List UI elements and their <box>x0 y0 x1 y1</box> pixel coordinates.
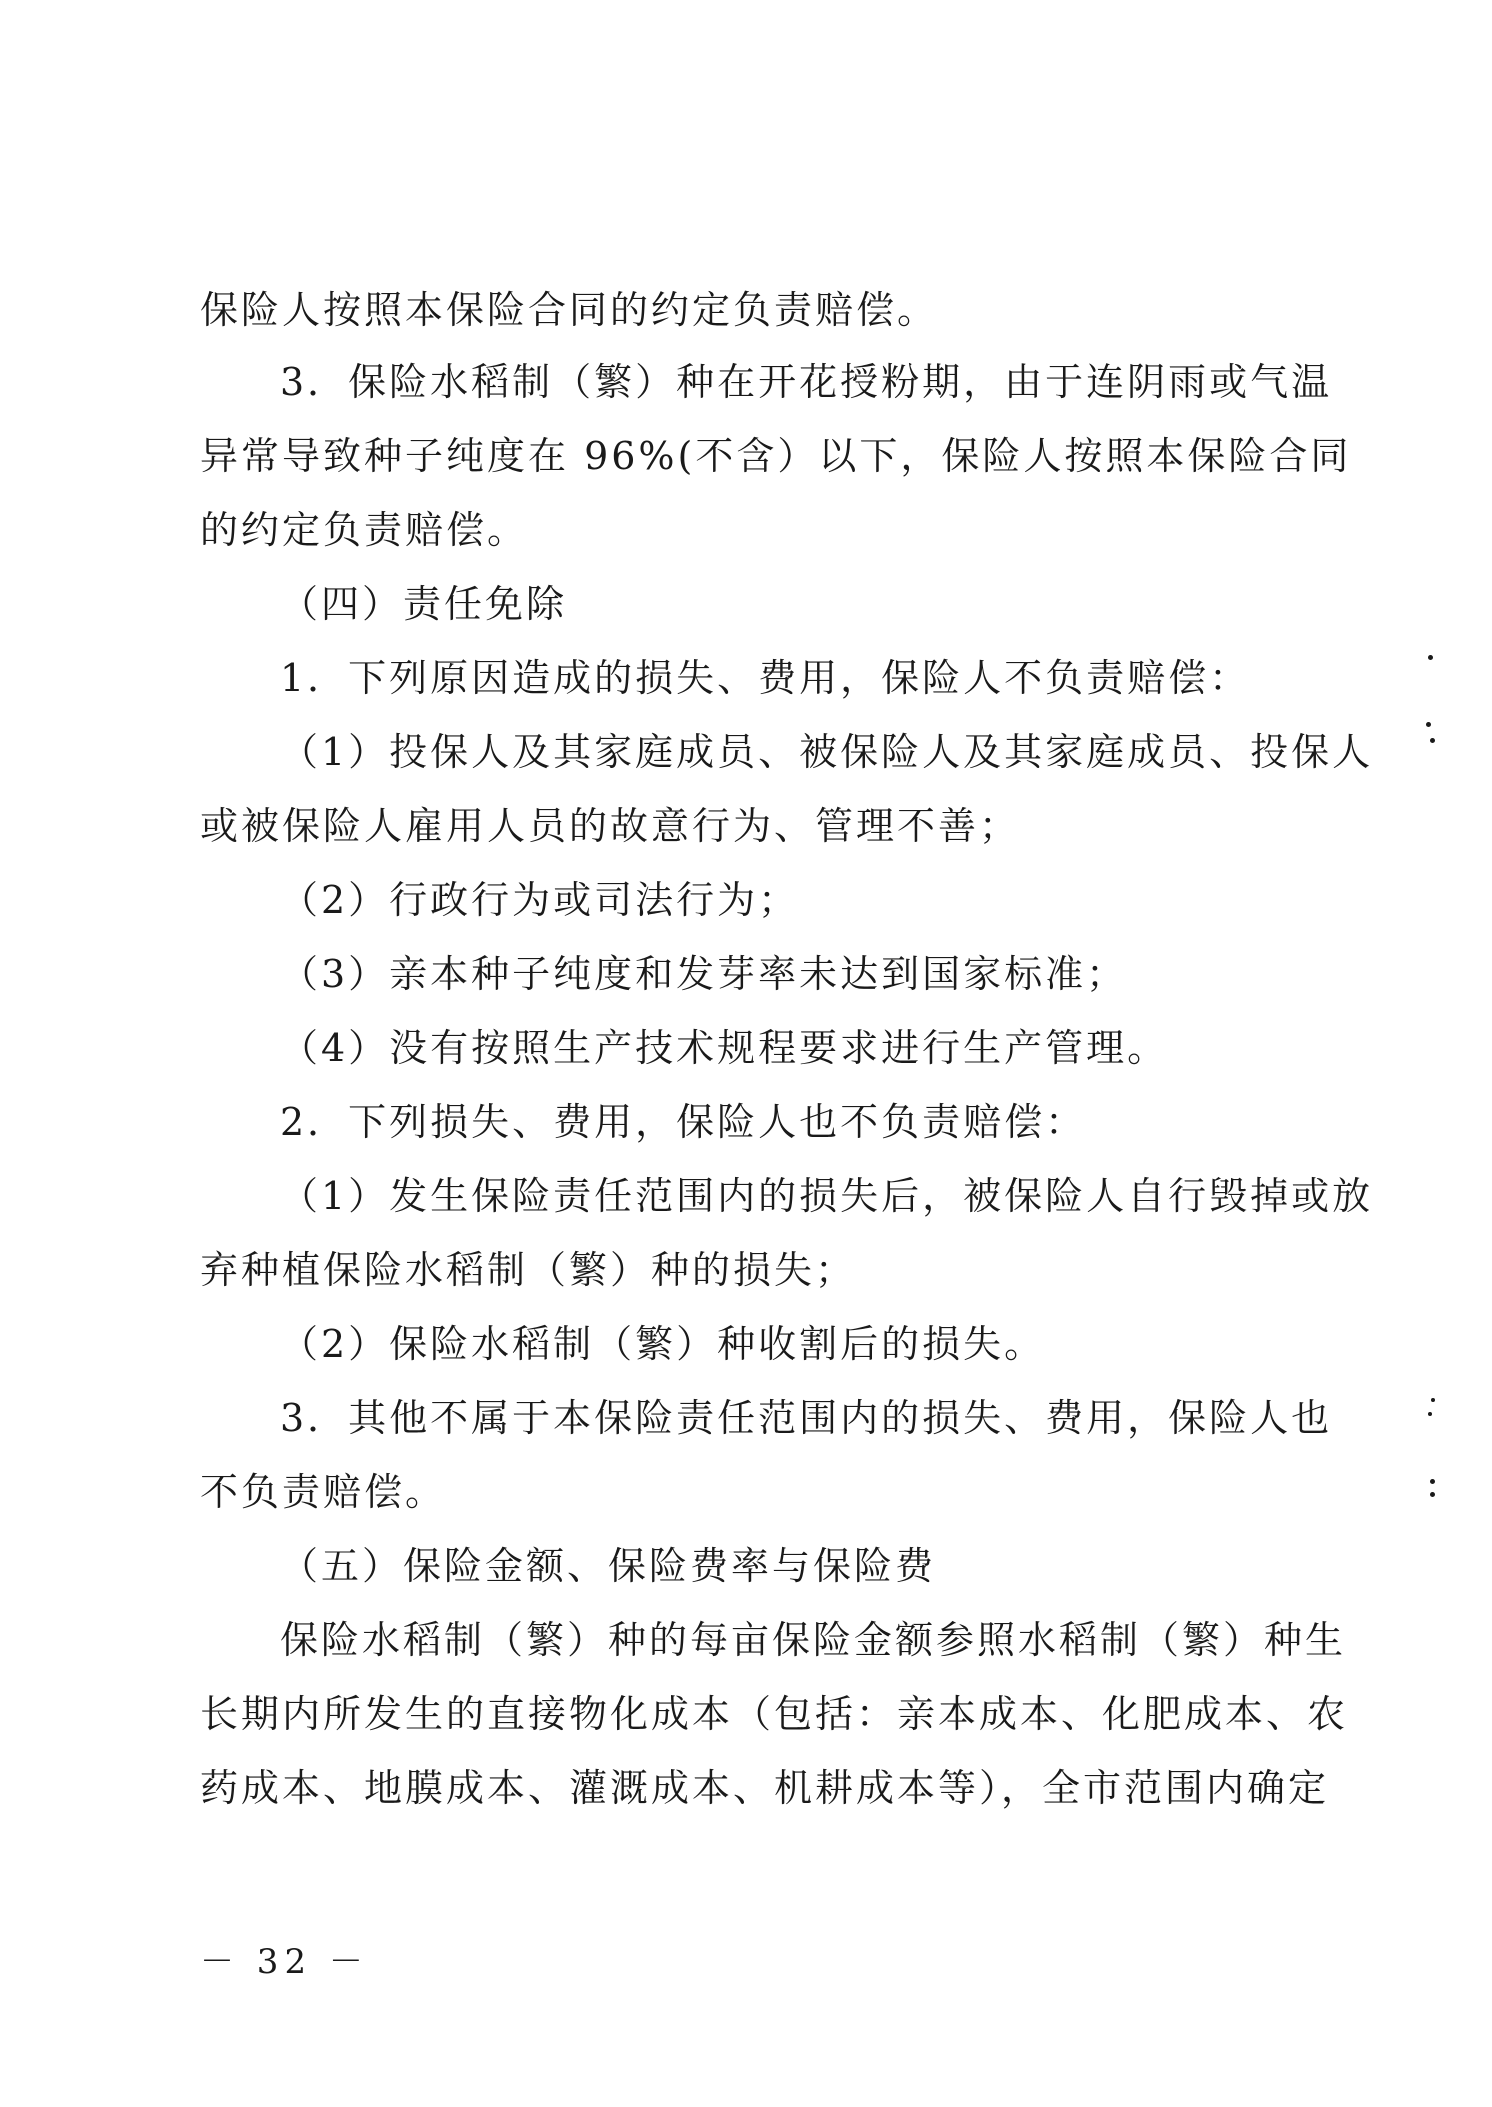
scan-speck <box>1430 1492 1435 1497</box>
body-line: 3．其他不属于本保险责任范围内的损失、费用，保险人也 <box>280 1396 1333 1440</box>
section-heading: （五）保险金额、保险费率与保险费 <box>280 1544 937 1588</box>
body-line: 异常导致种子纯度在 96%(不含）以下，保险人按照本保险合同 <box>200 434 1352 478</box>
scan-speck <box>1431 1398 1435 1402</box>
page-number: － 32 － <box>200 1942 369 1982</box>
scan-speck <box>1428 655 1433 660</box>
body-line: 或被保险人雇用人员的故意行为、管理不善； <box>200 804 1021 848</box>
body-line: 2．下列损失、费用，保险人也不负责赔偿： <box>280 1100 1087 1144</box>
body-line: 保险人按照本保险合同的约定负责赔偿。 <box>200 288 939 332</box>
section-heading: （四）责任免除 <box>280 582 568 626</box>
body-line: 保险水稻制（繁）种的每亩保险金额参照水稻制（繁）种生 <box>280 1618 1347 1662</box>
body-line: 不负责赔偿。 <box>200 1470 447 1514</box>
scan-speck <box>1428 1412 1432 1416</box>
body-line: 1．下列原因造成的损失、费用，保险人不负责赔偿： <box>280 656 1251 700</box>
body-line: （3）亲本种子纯度和发芽率未达到国家标准； <box>280 952 1128 996</box>
body-line: （2）行政行为或司法行为； <box>280 878 800 922</box>
body-line: 3．保险水稻制（繁）种在开花授粉期，由于连阴雨或气温 <box>280 360 1333 404</box>
body-line: （4）没有按照生产技术规程要求进行生产管理。 <box>280 1026 1169 1070</box>
body-line: （2）保险水稻制（繁）种收割后的损失。 <box>280 1322 1046 1366</box>
scan-speck <box>1430 1479 1435 1484</box>
scan-speck <box>1426 722 1431 727</box>
body-line: 的约定负责赔偿。 <box>200 508 529 552</box>
body-line: 弃种植保险水稻制（繁）种的损失； <box>200 1248 857 1292</box>
body-line: 药成本、地膜成本、灌溉成本、机耕成本等），全市范围内确定 <box>200 1766 1330 1810</box>
body-line: （1）投保人及其家庭成员、被保险人及其家庭成员、投保人 <box>280 730 1374 774</box>
body-line: （1）发生保险责任范围内的损失后，被保险人自行毁掉或放 <box>280 1174 1374 1218</box>
scan-speck <box>1430 738 1435 743</box>
body-line: 长期内所发生的直接物化成本（包括：亲本成本、化肥成本、农 <box>200 1692 1349 1736</box>
